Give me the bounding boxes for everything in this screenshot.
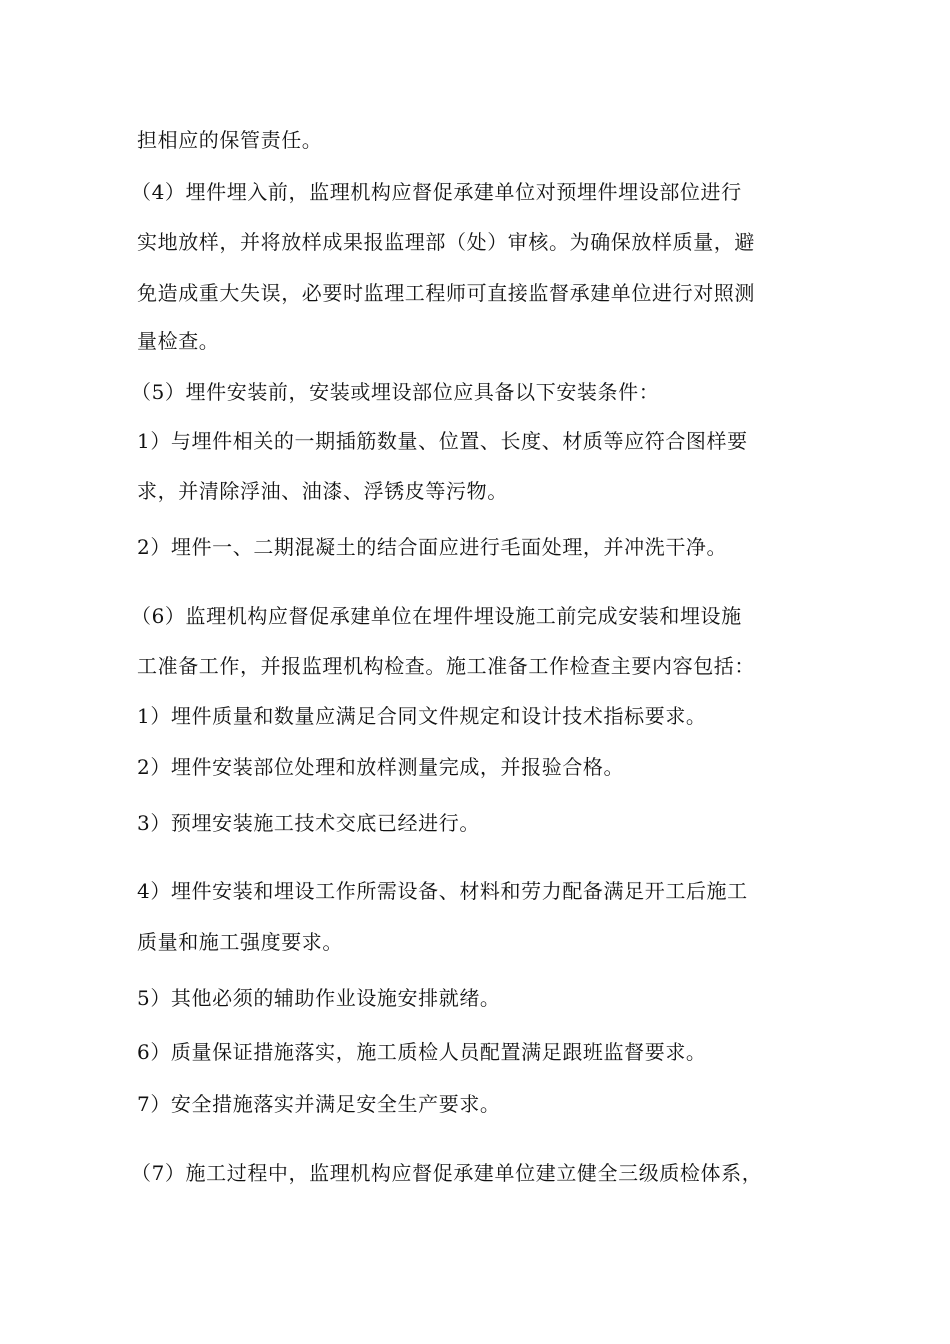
- text-line: 实地放样，并将放样成果报监理部（处）审核。为确保放样质量，避: [137, 230, 755, 254]
- paragraph-4-line: （4）埋件埋入前，监理机构应督促承建单位对预埋件埋设部位进行: [131, 180, 742, 204]
- list-item-line: 6）质量保证措施落实，施工质检人员配置满足跟班监督要求。: [137, 1040, 707, 1064]
- list-item-line: 2）埋件安装部位处理和放样测量完成，并报验合格。: [137, 755, 625, 779]
- text-line: 免造成重大失误，必要时监理工程师可直接监督承建单位进行对照测: [137, 281, 755, 305]
- list-item-line: 1）与埋件相关的一期插筋数量、位置、长度、材质等应符合图样要: [137, 429, 748, 453]
- list-item-line: 4）埋件安装和埋设工作所需设备、材料和劳力配备满足开工后施工: [137, 879, 748, 903]
- text-line: 担相应的保管责任。: [137, 128, 323, 152]
- text-line: 量检查。: [137, 329, 220, 353]
- text-line: 求，并清除浮油、油漆、浮锈皮等污物。: [137, 479, 508, 503]
- list-item-line: 7）安全措施落实并满足安全生产要求。: [137, 1092, 501, 1116]
- list-item-line: 3）预埋安装施工技术交底已经进行。: [137, 811, 480, 835]
- list-item-line: 2）埋件一、二期混凝土的结合面应进行毛面处理，并冲洗干净。: [137, 535, 728, 559]
- paragraph-6-line: （6）监理机构应督促承建单位在埋件埋设施工前完成安装和埋设施: [131, 604, 742, 628]
- list-item-line: 1）埋件质量和数量应满足合同文件规定和设计技术指标要求。: [137, 704, 707, 728]
- paragraph-5-line: （5）埋件安装前，安装或埋设部位应具备以下安装条件：: [131, 380, 660, 404]
- text-line: 工准备工作，并报监理机构检查。施工准备工作检查主要内容包括：: [137, 654, 755, 678]
- list-item-line: 5）其他必须的辅助作业设施安排就绪。: [137, 986, 501, 1010]
- text-line: 质量和施工强度要求。: [137, 930, 343, 954]
- paragraph-7-line: （7）施工过程中，监理机构应督促承建单位建立健全三级质检体系，: [131, 1161, 763, 1185]
